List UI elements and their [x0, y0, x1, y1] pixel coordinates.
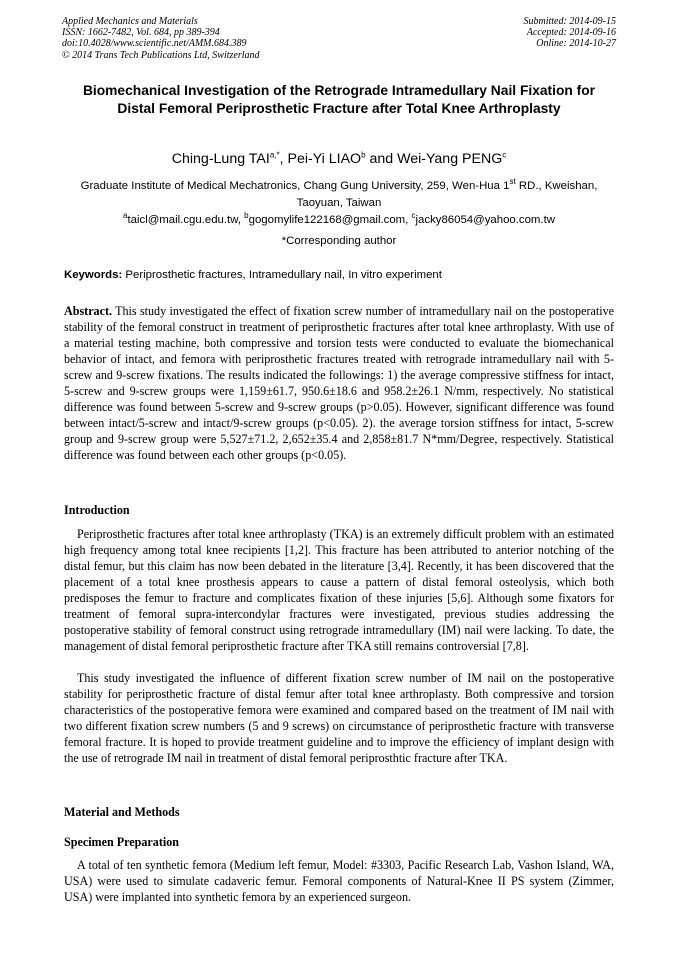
author-affil-mark: b — [361, 150, 366, 160]
author-name: Pei-Yi LIAO — [287, 151, 362, 167]
intro-paragraph: Periprosthetic fractures after total knee arthroplasty (TKA) is an extremely difficult problem with an estimated high frequency among total knee recipients [1,2]. This fracture has been attributed to anterior notching of the distal femur, but this claim has now been debated in the literature [3,4]. Recently, it has been discovered that the placement of a total knee prosthesis appears to cause a pattern of distal femoral osteolysis, which both predisposes the femur to fracture and complicates fixation of these injuries [5,6]. Although some fixators for treatment of femoral supra-intercondylar fractures were investigated, previous studies addressing the postoperative stability of femoral construct using retrograde intramedullary (IM) nail were lacking. To date, the management of distal femoral periprosthetic fracture after TKA still remains controversial [7,8]. — [64, 527, 614, 653]
author-name: Ching-Lung TAI — [171, 151, 270, 167]
subsection-heading-specimen: Specimen Preparation — [64, 835, 179, 849]
author-emails: $^a$taicl@mail.cgu.edu.tw, $^b$gogomylife122168@gmail.com, $^c$jacky86054@yahoo.com.tw — [123, 211, 555, 226]
journal-name: Applied Mechanics and Materials — [62, 16, 198, 27]
accepted-date: Accepted: 2014-09-16 — [526, 27, 616, 39]
issn-line: ISSN: 1662-7482, Vol. 684, pp 389-394 — [62, 27, 220, 39]
keywords-label: Keywords: — [64, 269, 123, 281]
journal-info — [62, 16, 260, 61]
author-list: Ching-Lung $TAI^{a,*}$, Pei-Yi LIAO$^b$ and Wei-Yang PENG$^c$ — [171, 150, 507, 167]
abstract-text: This study investigated the effect of fixation screw number of intramedullary nail on the postoperative stability of the femoral construct in treatment of periprosthetic fractures after total knee arthroplasty. With use of a material testing machine, both compressive and torsion tests were conducted to evaluate the biomechanical behavior of intact, and femora with periprosthetic fractures treated with retrograde intramedullary nail with 5-screw and 9-screw fixations. The results indicated the followings: 1) the average compressive stiffness for intact, 5-screw and 9-screw groups were 1,159±61.7, 950.6±18.6 and 958.2±26.1 N/mm, respectively. No statistical difference was found between 5-screw and 9-screw groups (p>0.05). However, significant difference was found between intact/5-screw and intact/9-screw groups (p<0.05). 2). the average torsion stiffness for intact, 5-screw group and 9-screw group were 5,527±71.2, 2,652±35.4 and 2,858±81.7 N*mm/Degree, respectively. Statistical difference was found between each other groups (p<0.05). — [64, 304, 614, 462]
doi-line: doi:10.4028/www.scientific.net/AMM.684.389 — [62, 38, 247, 50]
online-date: Online: 2014-10-27 — [536, 38, 616, 50]
submitted-date: Submitted: 2014-09-15 — [523, 16, 616, 27]
submission-dates — [524, 16, 617, 50]
methods-paragraph: A total of ten synthetic femora (Medium left femur, Model: #3303, Pacific Research Lab, Vashon Island, WA, USA) were used to simulate cadaveric femur. Femoral components of Natural-Knee II PS system (Zimmer, USA) were implanted into synthetic femora by an experienced surgeon. — [64, 858, 614, 904]
author-affil-mark: a,* — [269, 150, 280, 160]
section-heading-introduction: Introduction — [64, 503, 130, 517]
email-link[interactable]: taicl@mail.cgu.edu.tw — [127, 214, 238, 226]
author-name: Wei-Yang PENG — [397, 151, 503, 167]
keywords-text: Periprosthetic fractures, Intramedullary nail, In vitro experiment — [122, 269, 442, 281]
corresponding-author-note: *Corresponding author — [281, 235, 397, 247]
author-affil-mark: c — [502, 150, 507, 160]
paper-title: Biomechanical Investigation of the Retrograde Intramedullary Nail Fixation for Distal Femoral Periprosthetic Fracture after Total Knee Arthroplasty — [82, 83, 596, 116]
copyright-line: © 2014 Trans Tech Publications Ltd, Switzerland — [62, 49, 260, 61]
affiliation: Graduate Institute of Medical Mechatronics, Chang Gung University, 259, Wen-Hua 1st RD., Kweishan, Taoyuan, Taiwan — [80, 177, 598, 209]
abstract — [64, 303, 614, 463]
email-link[interactable]: jacky86054@yahoo.com.tw — [415, 214, 555, 226]
keywords — [64, 268, 614, 282]
email-link[interactable]: gogomylife122168@gmail.com — [248, 214, 406, 226]
intro-paragraph: This study investigated the influence of different fixation screw number of IM nail on the postoperative stability for periprosthetic fracture of distal femur after total knee arthroplasty. Both compressive and torsion characteristics of the postoperative femora were examined and compared based on the treatment of IM nail with two different fixation screw numbers (5 and 9 screws) on circumstance of periprosthetic fracture with transverse femoral fracture. It is hoped to provide treatment guideline and to improve the efficiency of implant design with the use of retrograde IM nail in treatment of distal femoral periprosthtic fracture after TKA. — [64, 671, 614, 765]
abstract-label: Abstract. — [64, 304, 113, 318]
section-heading-methods: Material and Methods — [64, 805, 180, 819]
